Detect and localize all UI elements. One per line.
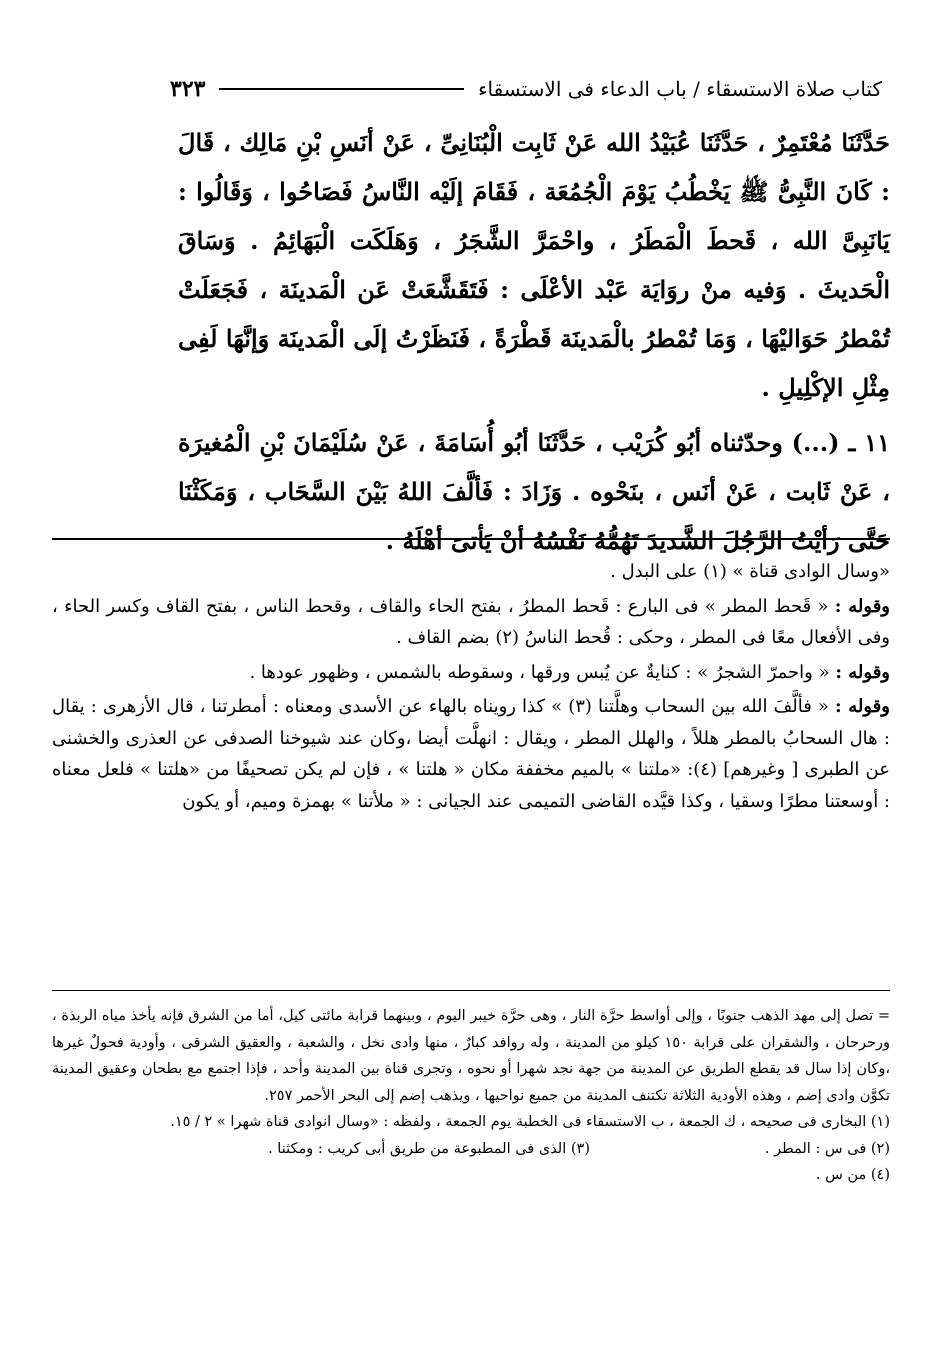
commentary [52,556,890,817]
hadith-text [178,118,890,565]
hadith-paragraph-1: حَدَّثَنَا مُعْتَمِرٌ ، حَدَّثَنَا عُبَيْدُ الله عَنْ ثَابِت الْبُنَانِىِّ ، عَنْ أنَسِ بْنِ مَالِك ، قَالَ : كَانَ النَّبِىُّ ﷺ يَخْطُبُ يَوْمَ الْجُمُعَة ، فَقَامَ إلَيْه النَّاسُ فَصَاحُوا ، وَقَالُوا : يَانَبِىَّ الله ، قَحطَ الْمَطَرُ ، واحْمَرَّ الشَّجَرُ ، وَهَلَكَت الْبَهَائِمُ . وَسَاقَ الْحَديثَ . وَفيه منْ روَايَة عَبْد الأعْلَى : فَتَقَشَّعَتْ عَن الْمَدينَة ، فَجَعَلَتْ تُمْطرُ حَوَاليْهَا ، وَمَا تُمْطرُ بالْمَدينَة قَطْرَةً ، فَنَظَرْتُ إلَى الْمَدينَة وَإنَّهَا لَفِى مِثْلِ الإكْلِيلِ . [178,128,890,402]
footnote-rule [52,990,890,991]
commentary-body: « واحمرّ الشجرُ » : كنايةٌ عن يُبس ورقها ، وسقوطه بالشمس ، وظهور عودها . [249,661,830,683]
commentary-lead: وقوله : [835,661,890,683]
commentary-paragraph-2 [52,591,890,654]
page-number: ٣٢٣ [170,76,206,102]
footnotes [52,1003,890,1189]
hadith-paragraph-2: ١١ ـ (...) وحدّثناه أبُو كُرَيْب ، حَدَّثَنَا أبُو أُسَامَةَ ، عَنْ سُلَيْمَانَ بْنِ الْمُغيرَة ، عَنْ ثَابت ، عَنْ أنَس ، بنَحْوه . وَزَادَ : فَألَّفَ اللهُ بَيْنَ السَّحَاب ، وَمَكَثْنَا حَتَّى رَأيْتُ الرَّجُلَ الشَّديدَ تَهُمُّهُ نَفْسُهُ أنْ يَأتىَ أهْلَهُ . [178,428,890,555]
footnote-1: (١) البخارى فى صحيحه ، ك الجمعة ، ب الاستسقاء فى الخطبة يوم الجمعة ، ولفظه : «وسال انوادى قناة شهرا » ٢ / ١٥. [170,1114,890,1130]
commentary-lead: وقوله : [834,696,890,717]
footnote-2: (٢) فى س : المطر . [764,1140,890,1157]
commentary-paragraph-3 [52,657,890,689]
commentary-body: « قَحط المطر » فى البارع : قَحط المطرُ ، بفتح الحاء والقاف ، وقحط الناس ، بفتح القاف وكسر الحاء ، وفى الأفعال معًا فى المطر ، وحكى : قُحط الناسُ (٢) بضم القاف . [52,595,890,648]
commentary-lead: وقوله : [834,595,890,617]
page-header [170,74,882,104]
header-rule [219,88,464,90]
footnote-row [52,1136,890,1163]
running-title: كتاب صلاة الاستسقاء / باب الدعاء فى الاستسقاء [478,77,882,101]
commentary-paragraph-1: «وسال الوادى قناة » (١) على البدل . [610,561,890,582]
commentary-paragraph-4 [52,691,890,817]
footnote-continuation: = تصل إلى مهد الذهب جنوبًا ، وإلى أواسط حرَّة النار ، وهى حرَّة خيبر اليوم ، وبينهما قرابة مائتى كيل، أما من الشرق فإنه يأخذ مياه الربذة ، ورحرحان ، والشقران على قرابة ١٥٠ كيلو من المدينة ، وله روافد كبارٌ ، منها وادى نخل ، والشعبة ، والعقيق الشرقى ، وأودية فحولٌ غيرها ،وكان إذا سال قد يقطع الطريق عن المدينة من جهة نجد شهرا أو نحوه ، وتجرى قناة بين المدينة وأحد ، فإذا اجتمع مع بطحان وعقيق المدينة تكوَّن وادى إضم ، وهذه الأودية الثلاثة تكتنف المدينة من جميع نواحيها ، ويذهب إضم إلى البحر الأحمر ٢٥٧. [52,1008,890,1104]
commentary-body: « فألَّفَ الله بين السحاب وهلَّتنا (٣) » كذا رويناه بالهاء عن الأسدى ومعناه : أمطرتنا ، قال الأزهرى : يقال : هال السحابُ بالمطر هللاً ، والهلل المطر ، ويقال : انهلَّت أيضا ،وكان عند شيوخنا الصدفى عن العذرى والخشنى عن الطبرى [ وغيرهم] (٤): «ملتنا » بالميم مخففة مكان « هلتنا » ، فإن لم يكن تصحيفًا من «هلتنا » فلعل معناه : أوسعتنا مطرًا وسقيا ، وكذا قيَّده القاضى التميمى عند الجيانى : « ملأتنا » بهمزة وميم، أو يكون [52,696,890,812]
footnote-4: (٤) من س . [815,1167,890,1183]
section-separator [52,538,890,540]
footnote-3: (٣) الذى فى المطبوعة من طريق أبى كريب : ومكثنا . [268,1140,590,1157]
